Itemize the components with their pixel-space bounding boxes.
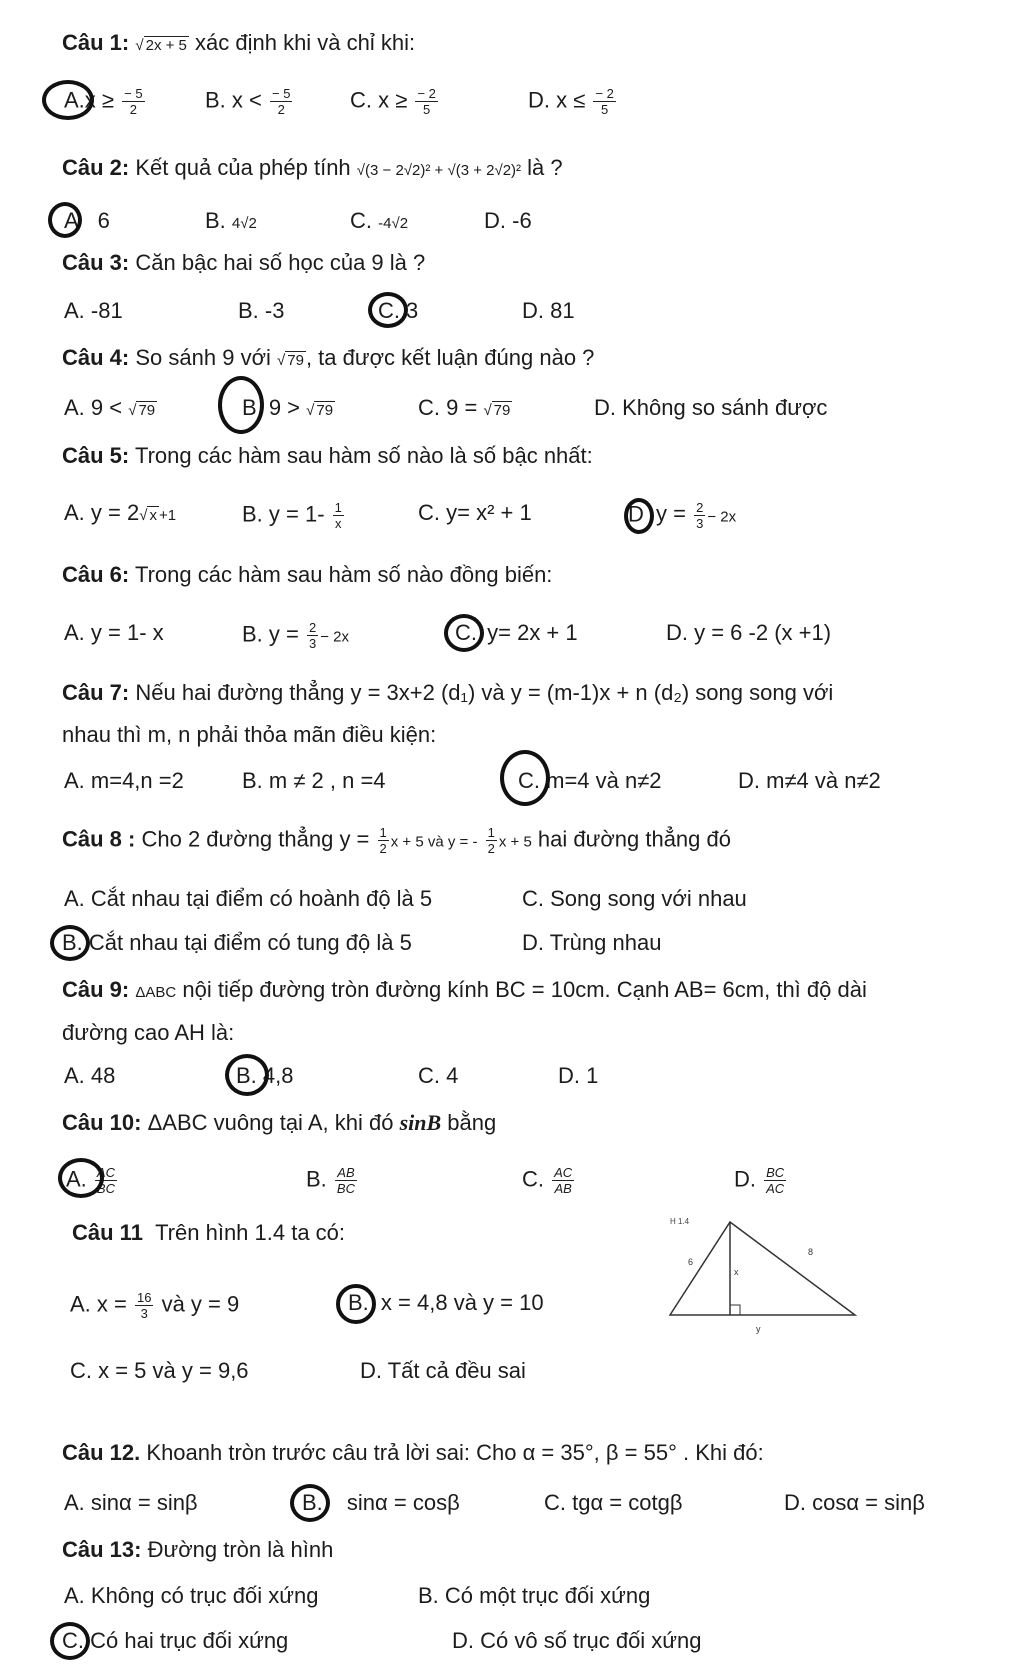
option-b: B 9 > √ 79 (242, 395, 334, 420)
option-c: C. x ≥ $\frac{- 2}{5}$ (350, 86, 436, 117)
option-d: D. -6 (484, 208, 532, 233)
option-c: C. y= x² + 1 (418, 500, 532, 525)
answer-circle (48, 202, 82, 238)
option-c: C. y= 2x + 1 (455, 620, 578, 645)
option-a: A. -81 (64, 298, 123, 323)
option-d: D. 81 (522, 298, 575, 323)
question-9: Câu 9: ΔABC nội tiếp đường tròn đường kính BC = 10cm. Cạnh AB= 6cm, thì độ dài (62, 977, 867, 1002)
option-b: B. 4,8 (236, 1063, 294, 1088)
option-c: C. m=4 và n≠2 (518, 768, 662, 793)
option-c: C. $\frac{AC}{AB}$ (522, 1165, 573, 1196)
answer-circle (624, 498, 654, 534)
option-d: D. cosα = sinβ (784, 1490, 925, 1515)
option-d: D. m≠4 và n≠2 (738, 768, 881, 793)
option-d: D y = $\frac{2}{3}$ − 2x (628, 500, 737, 531)
triangle-outline (670, 1222, 855, 1315)
option-c: C. Có hai trục đối xứng (62, 1628, 289, 1653)
option-a: A. 9 < √ 79 (64, 395, 156, 420)
radical: √ 2x + 5 (135, 37, 187, 54)
option-a: A. sinα = sinβ (64, 1490, 198, 1515)
question-12: Câu 12. Khoanh tròn trước câu trả lời sai: Cho α = 35°, β = 55° . Khi đó: (62, 1440, 764, 1465)
figure-caption: H 1.4 (670, 1217, 690, 1226)
option-a: A. x = $\frac{16}{3}$ và y = 9 (70, 1290, 240, 1321)
option-b: B. x < $\frac{- 5}{2}$ (205, 86, 291, 117)
option-a: A. $\frac{AC}{BC}$ (66, 1165, 115, 1196)
question-11: Câu 11 Trên hình 1.4 ta có: (72, 1220, 346, 1245)
option-c: C. Song song với nhau (522, 886, 747, 911)
answer-circle (42, 80, 94, 120)
answer-circle (444, 614, 484, 652)
option-c: C. 4 (418, 1063, 459, 1088)
question-text: xác định khi và chỉ khi: (195, 30, 416, 55)
option-a: A 6 (64, 208, 110, 233)
label-8: 8 (808, 1247, 814, 1257)
option-b: B. x = 4,8 và y = 10 (348, 1290, 544, 1315)
option-d: D. Trùng nhau (522, 930, 662, 955)
math-expression: √(3 − 2√2)² + √(3 + 2√2)² (356, 162, 522, 179)
option-b: B. $\frac{AB}{BC}$ (306, 1165, 355, 1196)
option-b: B. -3 (238, 298, 285, 323)
question-13: Câu 13: Đường tròn là hình (62, 1537, 334, 1562)
question-7-line-2: nhau thì m, n phải thỏa mãn điều kiện: (62, 722, 437, 747)
question-7: Câu 7: Nếu hai đường thẳng y = 3x+2 (d₁) và y = (m-1)x + n (d₂) song song với (62, 680, 834, 705)
question-6: Câu 6: Trong các hàm sau hàm số nào đồng biến: (62, 562, 553, 587)
answer-circle (50, 1622, 90, 1660)
question-label: Câu 1: (62, 30, 130, 55)
question-4: Câu 4: So sánh 9 với √ 79, ta được kết luận đúng nào ? (62, 345, 595, 370)
option-a: A. Cắt nhau tại điểm có hoành độ là 5 (64, 886, 433, 911)
option-a: A. y = 2√ x +1 (64, 500, 177, 525)
option-d: D. Không so sánh được (594, 395, 828, 420)
answer-circle (58, 1158, 104, 1198)
option-b: B. m ≠ 2 , n =4 (242, 768, 386, 793)
question-8: Câu 8 : Cho 2 đường thẳng y = $\frac{1}{2}$ x + 5 và y = - $\frac{1}{2}$ x + 5 hai đường thẳng đó (62, 825, 731, 856)
option-c: C. x = 5 và y = 9,6 (70, 1358, 249, 1383)
option-d: D. x ≤ $\frac{- 2}{5}$ (528, 86, 614, 117)
answer-circle (218, 376, 264, 434)
option-a: A.x ≥ $\frac{- 5}{2}$ (64, 86, 143, 117)
option-d: D. y = 6 -2 (x +1) (666, 620, 832, 645)
option-b: B. 4√2 (205, 208, 257, 233)
right-angle-mark (730, 1305, 740, 1315)
answer-circle (336, 1284, 376, 1324)
question-10: Câu 10: ΔABC vuông tại A, khi đó sinB bằng (62, 1110, 497, 1135)
label-6: 6 (688, 1257, 694, 1267)
answer-circle (368, 292, 408, 328)
answer-circle (50, 925, 90, 961)
option-b: B. Cắt nhau tại điểm có tung độ là 5 (62, 930, 412, 955)
option-a: A. Không có trục đối xứng (64, 1583, 319, 1608)
answer-circle (500, 750, 550, 806)
answer-circle (225, 1054, 269, 1096)
option-c: C. 3 (378, 298, 419, 323)
option-d: D. 1 (558, 1063, 599, 1088)
option-b: B. y = $\frac{2}{3}$ − 2x (242, 620, 349, 651)
triangle-figure (660, 1210, 870, 1340)
option-c: C. -4√2 (350, 208, 409, 233)
option-b: B. Có một trục đối xứng (418, 1583, 651, 1608)
question-3: Câu 3: Căn bậc hai số học của 9 là ? (62, 250, 426, 275)
option-c: C. 9 = √ 79 (418, 395, 511, 420)
label-x: x (734, 1267, 739, 1277)
option-a: A. m=4,n =2 (64, 768, 184, 793)
option-d: D. Có vô số trục đối xứng (452, 1628, 702, 1653)
question-9-line-2: đường cao AH là: (62, 1020, 235, 1045)
label-y: y (756, 1324, 761, 1334)
option-c: C. tgα = cotgβ (544, 1490, 683, 1515)
question-1 (62, 30, 415, 56)
question-5: Câu 5: Trong các hàm sau hàm số nào là số bậc nhất: (62, 443, 593, 468)
option-d: D. Tất cả đều sai (360, 1358, 526, 1383)
option-b: B. y = 1- $\frac{1}{x}$ (242, 500, 342, 531)
answer-circle (290, 1484, 330, 1522)
option-b: B. sinα = cosβ (302, 1490, 460, 1515)
option-d: D. $\frac{BC}{AC}$ (734, 1165, 785, 1196)
question-2: Câu 2: Kết quả của phép tính √(3 − 2√2)² + √(3 + 2√2)² là ? (62, 155, 563, 180)
option-a: A. 48 (64, 1063, 116, 1088)
option-a: A. y = 1- x (64, 620, 164, 645)
